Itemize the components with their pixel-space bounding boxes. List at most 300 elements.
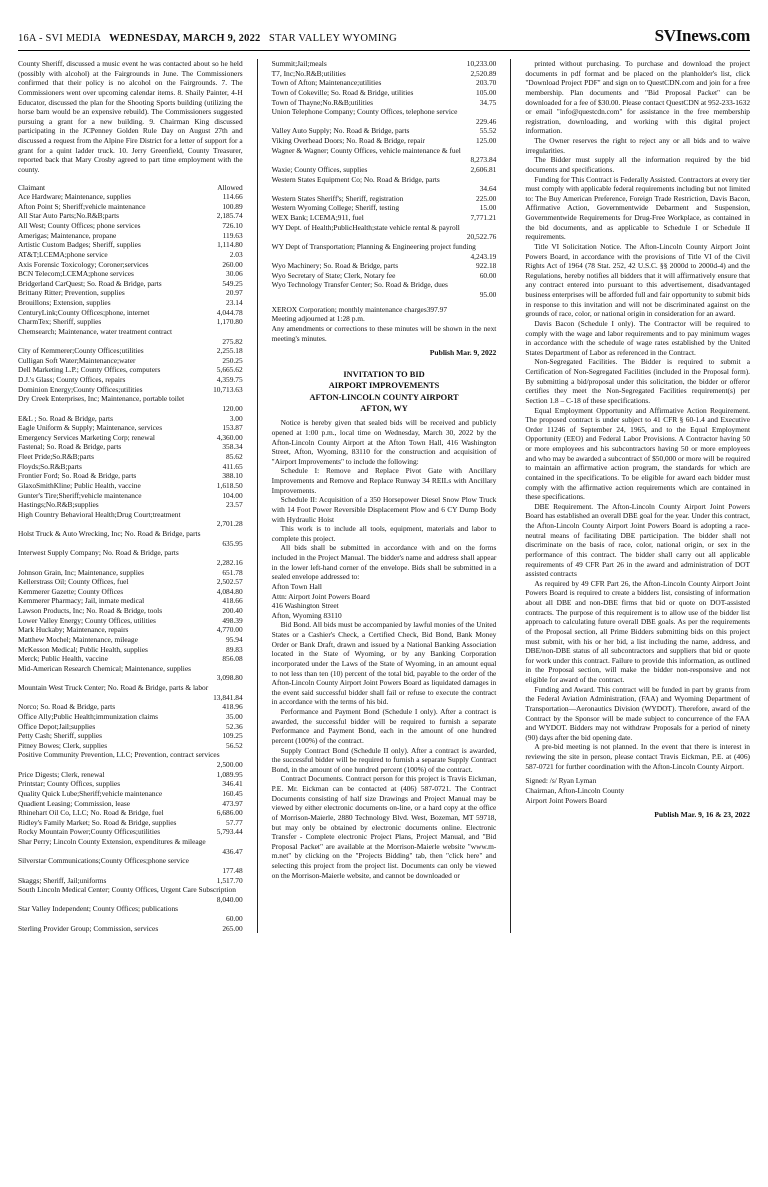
claim-name: Kellerstrass Oil; County Offices, fuel bbox=[18, 577, 129, 587]
claim-row bbox=[272, 271, 497, 281]
adjourn-line: Meeting adjourned at 1:28 p.m. bbox=[271, 314, 365, 324]
claim-row bbox=[18, 529, 243, 548]
claim-amount: 4,360.00 bbox=[216, 432, 243, 442]
claim-row bbox=[18, 346, 243, 356]
claim-row bbox=[272, 213, 497, 223]
claim-row bbox=[18, 240, 243, 250]
claim-name: Valley Auto Supply; No. Road & Bridge, parts bbox=[271, 126, 410, 136]
claim-row bbox=[18, 837, 243, 856]
claim-name: Lower Valley Energy; County Offices, utilities bbox=[18, 615, 156, 625]
claim-amount: 200.40 bbox=[222, 606, 243, 615]
claim-amount: 922.18 bbox=[476, 261, 497, 271]
column-3 bbox=[525, 59, 750, 933]
website-url[interactable]: SVInews.com bbox=[654, 26, 750, 45]
claim-amount: 250.25 bbox=[222, 355, 243, 365]
claim-name: Wyo Secretary of State; Clerk, Notary fee bbox=[271, 270, 396, 280]
claim-row bbox=[18, 385, 243, 395]
claims-list-header bbox=[18, 183, 243, 193]
claim-name: Matthew Mochel; Maintenance, mileage bbox=[18, 634, 138, 644]
claim-name: WY Dept. of Health;PublicHealth;state vehicle rental & payroll bbox=[271, 222, 460, 232]
claim-row bbox=[272, 59, 497, 69]
claim-row bbox=[18, 260, 243, 270]
claim-name: Wyo Machinery; So. Road & Bridge, parts bbox=[271, 261, 399, 271]
notice-paragraph: Attn: Airport Joint Powers Board bbox=[271, 591, 370, 601]
claim-amount: 34.75 bbox=[479, 97, 497, 107]
notice-paragraph: A pre-bid meeting is not planned. In the event that there is interest in reviewing the site in person, please contact Travis Eickman, P.E. at (406) 587-0721 for further coordination with the Afton-Lincoln County Airport. bbox=[525, 742, 751, 771]
claim-row bbox=[18, 645, 243, 655]
claim-amount: 498.39 bbox=[222, 615, 243, 625]
claim-amount: 635.95 bbox=[222, 538, 243, 548]
claim-row bbox=[18, 298, 243, 308]
claim-row bbox=[272, 280, 497, 299]
claim-row bbox=[18, 423, 243, 433]
claim-row bbox=[18, 462, 243, 472]
invitation-body-2 bbox=[272, 418, 497, 880]
notice-title-line-2: AIRPORT IMPROVEMENTS bbox=[328, 381, 440, 391]
claim-name: Mid-American Research Chemical; Maintenance, supplies bbox=[18, 663, 192, 673]
claim-row bbox=[18, 192, 243, 202]
claim-amount: 120.00 bbox=[222, 403, 243, 413]
claim-row bbox=[18, 568, 243, 578]
claim-name: Fleet Pride;So.R&B;parts bbox=[18, 452, 94, 461]
claim-amount: 8,040.00 bbox=[216, 894, 243, 904]
publication-name: SVI MEDIA bbox=[45, 33, 101, 44]
claim-name: Western States Equipment Co; No. Road & Bridge, parts bbox=[271, 174, 440, 184]
claim-amount: 229.46 bbox=[476, 116, 497, 126]
claim-name: E&L ; So. Road & Bridge, parts bbox=[18, 413, 113, 423]
claim-name: BCN Telecom;LCEMA;phone services bbox=[18, 269, 134, 279]
claim-amount: 2,185.74 bbox=[216, 211, 243, 221]
notice-paragraph: Schedule II: Acquisition of a 350 Horsepower Diesel Snow Plow Truck with 14 Foot Power Reversible Displacement Plow and 6 CY Dump Body with Hydraulic Hoist bbox=[271, 495, 497, 524]
claim-row bbox=[18, 317, 243, 327]
paper-region: STAR VALLEY WYOMING bbox=[268, 33, 397, 44]
claim-amount: 23.14 bbox=[226, 298, 243, 307]
notice-paragraph: The Owner reserves the right to reject any or all bids and to waive irregularities. bbox=[525, 136, 751, 155]
notice-paragraph: As required by 49 CFR Part 26, the Afton-Lincoln County Airport Joint Powers Board is required to create a bidders list, consisting of information about all DBE and non-DBE firms that bid or quote on DOT-assisted contracts. The purpose of this requirement is to allow use of the bidder list approach to calculating future overall DBE goals. As per the requirements of the Proposal section, all Prime Bidders submitting bids on this project must submit, with his or her bid, a list including the name, address, and DBE/non-DBE status of all subcontractors and suppliers that bid or quote for work under this contract. Failure to provide this information, as outlined in the Proposal section, will make the bidder non-responsive and not eligible for award of the contract. bbox=[525, 578, 751, 684]
notice-paragraph: Funding for This Contract is Federally Assisted. Contractors at every tier must comply with applicable federal requirements including but not limited to: The Buy American Preference, Foreign Trade Restriction, Davis Bacon, Affirmative Action, Governmentwide Debarment and Suspension, Governmentwide Requirements for Drug-Free Workplace, as contained in the bid documents, and as applicable to Schedule I or Schedule II requirements. bbox=[525, 174, 751, 242]
claim-amount: 153.87 bbox=[222, 423, 243, 433]
claim-row bbox=[18, 433, 243, 443]
claim-amount: 1,517.70 bbox=[216, 875, 243, 885]
claim-name: Norco; So. Road & Bridge, parts bbox=[18, 702, 116, 712]
notice-paragraph: Funding and Award. This contract will be funded in part by grants from the Federal Aviation Administration, (FAA) and Wyoming Department of Transportation—Aeronautics Division (WYDOT). Therefore, award of the Contract by the Sponsor will be made subject to concurrence of the FAA and WYDOT. Bidders may not withdraw Proposals for a period of ninety (90) days after the bid opening date. bbox=[525, 684, 751, 742]
claim-name: Silverstar Communications;County Offices;phone service bbox=[18, 856, 189, 866]
claim-row bbox=[18, 414, 243, 424]
claim-amount: 3.00 bbox=[229, 413, 243, 423]
claim-amount: 114.66 bbox=[222, 192, 243, 202]
claim-row bbox=[18, 885, 243, 904]
claim-amount: 160.45 bbox=[222, 788, 243, 798]
claim-name: Wagner & Wagner; County Offices, vehicle maintenance & fuel bbox=[271, 145, 461, 155]
claim-name: Price Digests; Clerk, renewal bbox=[18, 769, 105, 779]
claim-row bbox=[18, 288, 243, 298]
amendments-line: Any amendments or corrections to these minutes will be shown in the next meeting's minutes. bbox=[271, 323, 497, 343]
claim-amount: 225.00 bbox=[476, 193, 497, 203]
claim-amount: 2,500.00 bbox=[216, 760, 243, 769]
column-divider-2 bbox=[510, 59, 511, 933]
masthead-space-1 bbox=[103, 33, 106, 44]
claim-amount: 8,273.84 bbox=[470, 155, 497, 165]
claim-row bbox=[18, 375, 243, 385]
claim-name: Mark Huckaby; Maintenance, repairs bbox=[18, 625, 129, 635]
claim-name: Culligan Soft Water;Maintenance;water bbox=[18, 355, 136, 365]
notice-paragraph: Davis Bacon (Schedule I only). The Contractor will be required to comply with the wage and labor requirements and to pay minimum wages in accordance with the schedule of wage rates established by the United States Department of Labor as referenced in the Contract. bbox=[525, 318, 751, 357]
claims-list-2 bbox=[272, 59, 497, 300]
claim-amount: 35.00 bbox=[226, 711, 243, 721]
claim-row bbox=[18, 308, 243, 318]
claim-row bbox=[18, 683, 243, 702]
claim-name: Gunter's Tire;Sheriff;vehicle maintenance bbox=[18, 490, 142, 500]
claim-name: Merck; Public Health, vaccine bbox=[18, 654, 108, 664]
claim-row bbox=[272, 107, 497, 126]
issue-date: WEDNESDAY, MARCH 9, 2022 bbox=[109, 33, 261, 44]
claim-row bbox=[18, 491, 243, 501]
claim-amount: 2,282.16 bbox=[216, 557, 243, 567]
claim-name: Printstar; County Offices, supplies bbox=[18, 779, 121, 789]
claim-row bbox=[18, 510, 243, 529]
claim-name: Floyds;So.R&B;parts bbox=[18, 461, 82, 471]
notice-paragraph: Schedule I: Remove and Replace Pivot Gate with Ancillary Improvements and Remove and Replace Runway 34 REILs with Ancillary Improvements. bbox=[271, 466, 497, 495]
claim-amount: 549.25 bbox=[222, 278, 243, 288]
claim-name: Town of Cokeville; So. Road & Bridge, utilities bbox=[271, 87, 414, 97]
publish-notice-1: Publish Mar. 9, 2022 bbox=[429, 348, 497, 358]
claim-row bbox=[18, 202, 243, 212]
claim-name: Eagle Uniform & Supply; Maintenance, services bbox=[18, 423, 163, 433]
claim-name: Ace Hardware; Maintenance, supplies bbox=[18, 192, 131, 202]
claim-name: WEX Bank; LCEMA;911, fuel bbox=[271, 213, 364, 222]
publish-notice-2: Publish Mar. 9, 16 & 23, 2022 bbox=[654, 810, 751, 820]
claim-row bbox=[18, 279, 243, 289]
claim-row bbox=[272, 69, 497, 79]
claim-name: Town of Afton; Maintenance;utilities bbox=[271, 78, 382, 88]
claim-row bbox=[18, 712, 243, 722]
column-1 bbox=[18, 59, 243, 933]
claim-name: South Lincoln Medical Center; County Offices, Urgent Care Subscription bbox=[18, 885, 236, 895]
claim-name: WY Dept of Transportation; Planning & Engineering project funding bbox=[271, 241, 476, 251]
claim-amount: 358.34 bbox=[222, 442, 243, 452]
signature-line-3: Airport Joint Powers Board bbox=[525, 795, 607, 805]
claim-amount: 5,793.44 bbox=[216, 827, 243, 837]
claim-name: All Star Auto Parts;No.R&B;parts bbox=[18, 211, 120, 221]
signature-line-1: Signed: /s/ Ryan Lyman bbox=[525, 776, 597, 786]
claim-amount: 105.00 bbox=[476, 87, 497, 97]
claim-amount: 418.66 bbox=[222, 596, 243, 606]
claim-name: Bridgerland CarQuest; So. Road & Bridge, parts bbox=[18, 278, 162, 288]
claim-amount: 1,089.95 bbox=[216, 769, 243, 779]
claim-amount: 20,522.76 bbox=[466, 232, 497, 242]
claim-name: Western States Sheriff's; Sheriff, registration bbox=[271, 193, 404, 203]
claim-amount: 13,841.84 bbox=[213, 692, 243, 702]
claim-name: Union Telephone Company; County Offices, telephone service bbox=[271, 107, 458, 117]
xerox-line: XEROX Corporation; monthly maintenance charges397.97 bbox=[271, 304, 448, 314]
invitation-to-bid-title bbox=[272, 369, 497, 414]
notice-paragraph: Performance and Payment Bond (Schedule I only). After a contract is awarded, the successful bidder will be required to furnish a separate Performance and Payment Bond, each in the amount of one hundred percent (100%) of the contract. bbox=[271, 707, 497, 745]
claim-row bbox=[18, 904, 243, 923]
invitation-body-3 bbox=[525, 59, 750, 771]
claim-row bbox=[18, 356, 243, 366]
claim-amount: 2.03 bbox=[229, 249, 243, 259]
notice-paragraph: Notice is hereby given that sealed bids will be received and publicly opened at 1:00 p.m., local time on Wednesday, March 30, 2022 by the Afton-Lincoln County Airport at the Afton Town Hall, 416 Washington Street, Afton, Wyoming, 83110 for the construction and acquisition of "Airport Improvements" to include the following: bbox=[271, 418, 497, 466]
claim-name: Dry Creek Enterprises, Inc; Maintenance, portable toilet bbox=[18, 394, 185, 404]
claim-row bbox=[272, 78, 497, 88]
claims-header-claimant: Claimant bbox=[18, 182, 46, 192]
claim-row bbox=[18, 856, 243, 875]
claim-amount: 55.52 bbox=[479, 126, 497, 136]
claim-name: Rocky Mountain Power;County Offices;utilities bbox=[18, 827, 161, 837]
claim-amount: 34.64 bbox=[479, 184, 497, 194]
claim-row bbox=[272, 98, 497, 108]
claim-amount: 203.70 bbox=[476, 78, 497, 88]
claim-name: Pitney Bowes; Clerk, supplies bbox=[18, 740, 108, 750]
claim-name: Interwest Supply Company; No. Road & Bridge, parts bbox=[18, 548, 179, 558]
claim-amount: 473.97 bbox=[222, 798, 243, 808]
claim-row bbox=[18, 596, 243, 606]
claim-name: Star Valley Independent; County Offices; publications bbox=[18, 904, 179, 914]
claim-row bbox=[18, 818, 243, 828]
claim-amount: 89.83 bbox=[226, 644, 243, 654]
masthead-space-2 bbox=[263, 33, 266, 44]
claim-amount: 856.08 bbox=[222, 654, 243, 664]
claim-amount: 726.10 bbox=[222, 221, 243, 230]
claim-row bbox=[272, 165, 497, 175]
claim-name: CenturyLink;County Offices;phone, internet bbox=[18, 307, 150, 317]
claim-name: Petty Cash; Sheriff, supplies bbox=[18, 731, 103, 741]
notice-title-line-3: AFTON-LINCOLN COUNTY AIRPORT bbox=[309, 392, 459, 402]
claim-row bbox=[18, 577, 243, 587]
claim-row bbox=[18, 770, 243, 780]
notice-paragraph: Afton, Wyoming 83110 bbox=[271, 610, 342, 620]
claim-name: Axis Forensic Toxicology; Coroner;services bbox=[18, 259, 149, 269]
claim-name: Waxie; County Offices, supplies bbox=[271, 164, 368, 174]
notice-paragraph: DBE Requirement. The Afton-Lincoln County Airport Joint Powers Board has established an overall DBE goal for the year. Under this contract, the Afton-Lincoln County Airport Joint Powers Board is adopting a race-neutral means of facilitating DBE participation. The bidder shall not discriminate on the basis of race, color, national origin, or sex in the performance of this contract. The bidder shall carry out all applicable requirements of 49 CFR Part 26 in the award and administration of DOT assisted contracts bbox=[525, 501, 751, 579]
notice-title-line-1: INVITATION TO BID bbox=[343, 369, 425, 379]
claim-amount: 109.25 bbox=[222, 731, 243, 741]
notice-paragraph: The Bidder must supply all the information required by the bid documents and specifications. bbox=[525, 155, 751, 174]
claim-amount: 85.62 bbox=[226, 452, 243, 461]
notice-title-line-4: AFTON, WY bbox=[360, 404, 408, 414]
notice-paragraph: This work is to include all tools, equipment, materials and labor to complete this project. bbox=[271, 524, 497, 543]
claim-amount: 1,170.80 bbox=[216, 317, 243, 327]
masthead-left bbox=[18, 33, 397, 44]
claim-name: Shar Perry; Lincoln County Extension, expenditures & mileage bbox=[18, 837, 206, 846]
claim-amount: 95.94 bbox=[226, 634, 243, 644]
claim-row bbox=[18, 876, 243, 886]
notice-paragraph: 416 Washington Street bbox=[271, 601, 339, 611]
page-number: 16A bbox=[18, 33, 37, 44]
claim-name: Office Ally;Public Health;immunization claims bbox=[18, 711, 159, 721]
claim-row bbox=[18, 827, 243, 837]
claim-amount: 6,686.00 bbox=[216, 808, 243, 818]
claim-row bbox=[18, 587, 243, 597]
claim-row bbox=[272, 242, 497, 261]
claim-amount: 1,114.80 bbox=[217, 240, 243, 250]
notice-paragraph: Afton Town Hall bbox=[271, 581, 322, 591]
claim-row bbox=[272, 175, 497, 194]
claim-row bbox=[272, 261, 497, 271]
claim-row bbox=[272, 136, 497, 146]
claim-name: Rhinehart Oil Co, LLC; No. Road & Bridge, fuel bbox=[18, 808, 164, 818]
claim-name: Kemmerer Pharmacy; Jail, inmate medical bbox=[18, 596, 145, 606]
claim-name: Summit;Jail;meals bbox=[271, 59, 327, 68]
claim-name: T7, Inc;No.R&B;utilities bbox=[271, 68, 346, 78]
notice-paragraph: Supply Contract Bond (Schedule II only). After a contract is awarded, the successful bidder will be required to furnish a separate Supply Contract Bond, in the amount of one hundred percent (100%) of the contract. bbox=[271, 745, 497, 774]
claim-amount: 411.65 bbox=[222, 461, 243, 471]
claim-row bbox=[18, 799, 243, 809]
claim-amount: 4,359.75 bbox=[216, 375, 243, 384]
claim-amount: 10,233.00 bbox=[466, 59, 497, 68]
claim-row bbox=[18, 231, 243, 241]
claim-name: Emergency Services Marketing Corp; renewal bbox=[18, 432, 155, 442]
claim-name: Ridley's Family Market; So. Road & Bridge, supplies bbox=[18, 817, 177, 827]
claim-amount: 15.00 bbox=[479, 203, 497, 213]
claim-row bbox=[18, 481, 243, 491]
claim-name: AT&T;LCEMA;phone service bbox=[18, 249, 108, 259]
claim-row bbox=[18, 211, 243, 221]
claim-amount: 23.57 bbox=[226, 500, 243, 510]
claim-name: Western Wyoming College; Sheriff, testing bbox=[271, 203, 400, 213]
claim-amount: 4,084.80 bbox=[216, 586, 243, 596]
claim-row bbox=[18, 250, 243, 260]
claim-row bbox=[18, 635, 243, 645]
claim-row bbox=[18, 702, 243, 712]
claim-row bbox=[18, 452, 243, 462]
claim-amount: 57.77 bbox=[226, 817, 243, 827]
claim-row bbox=[18, 394, 243, 413]
claim-amount: 2,701.28 bbox=[216, 519, 243, 529]
claim-amount: 3,098.80 bbox=[216, 673, 243, 683]
claim-amount: 275.82 bbox=[222, 336, 243, 346]
claim-name: Fastenal; So. Road & Bridge, parts bbox=[18, 442, 122, 452]
claim-row bbox=[18, 924, 243, 934]
claim-amount: 10,713.63 bbox=[213, 384, 243, 394]
claim-row bbox=[18, 722, 243, 732]
claim-row bbox=[18, 625, 243, 635]
claims-list-1 bbox=[18, 192, 243, 933]
claim-row bbox=[18, 616, 243, 626]
claim-amount: 436.47 bbox=[222, 846, 243, 856]
notice-paragraph: Title VI Solicitation Notice. The Afton-Lincoln County Airport Joint Powers Board, in accordance with the provisions of Title VI of the Civil Rights Act of 1964 (78 Stat. 252, 42 U.S.C. §§ 2000d to 2000d-4) and the Regulations, hereby notifies all bidders that it will affirmatively ensure that any contract entered into pursuant to this advertisement, disadvantaged business enterprises will be afforded full and fair opportunity to submit bids in response to this invitation and will not be discriminated against on the grounds of race, color, or national origin in consideration for an award. bbox=[525, 241, 751, 319]
claim-name: Sterling Provider Group; Commission, services bbox=[18, 923, 159, 933]
claim-amount: 265.00 bbox=[222, 923, 243, 933]
claim-amount: 20.97 bbox=[226, 288, 243, 298]
claim-amount: 119.63 bbox=[222, 230, 243, 240]
claim-amount: 5,665.62 bbox=[216, 365, 243, 375]
claim-row bbox=[18, 779, 243, 789]
masthead-separator-1: - bbox=[38, 33, 46, 44]
notice-paragraph: Contract Documents. Contract person for this project is Travis Eickman, P.E. Mr. Eickman can be contacted at (406) 587-0721. The Contract Documents consisting of half size Drawings and Project Manual may be viewed by either electronic documents on-line, or a hard copy at the office of Morrison-Maierle, 2880 Technology Blvd. West, Bozeman, MT 59718, but may only be obtained by electronic documents online. Electronic Transfer - Complete electronic Project Plans, Project Manual, and "Bid Proposal Packet" are available at the Morrison-Maierle website "www.m-m.net" by clicking on the "Projects Bidding" tab, then "click here" and selecting this project from the project list. Documents can only be viewed on the Morrison-Maierle website, and cannot be downloaded or bbox=[271, 774, 497, 880]
claim-row bbox=[18, 808, 243, 818]
claim-amount: 7,771.21 bbox=[470, 213, 497, 222]
claim-name: Quadient Leasing; Commission, lease bbox=[18, 798, 131, 808]
column-divider-1 bbox=[257, 59, 258, 933]
claim-name: Brouillons; Extension, supplies bbox=[18, 298, 111, 307]
claim-name: D.J.'s Glass; County Offices, repairs bbox=[18, 375, 126, 384]
claim-name: High Country Behavioral Health;Drug Court;treatment bbox=[18, 509, 181, 519]
claim-row bbox=[18, 548, 243, 567]
notice-paragraph: printed without purchasing. To purchase and download the project documents in pdf format and be placed on the planholder's list, click "Download Project PDF" and sign on to QuestCDN.com and join for a free membership. Plan documents and "Bid Proposal Packet" can be downloaded for a fee of $30.00. Please contact QuestCDN at 952-233-1632 or email "info@questcdn.com" for assistance in the free membership registration, downloading, and working with this digital project information. bbox=[525, 59, 751, 136]
column-2 bbox=[272, 59, 497, 933]
claim-name: City of Kemmerer;County Offices;utilities bbox=[18, 346, 144, 356]
claim-amount: 52.36 bbox=[226, 721, 243, 731]
claim-name: Office Depot;Jail;supplies bbox=[18, 721, 96, 731]
claim-name: Skaggs; Sheriff, Jail;uniforms bbox=[18, 875, 107, 885]
claim-amount: 60.00 bbox=[226, 914, 243, 923]
claim-name: All West; County Offices; phone services bbox=[18, 221, 141, 230]
signature-line-2: Chairman, Afton-Lincoln County bbox=[525, 785, 625, 795]
claim-row bbox=[18, 789, 243, 799]
claim-amount: 2,606.81 bbox=[470, 164, 497, 174]
claim-row bbox=[272, 146, 497, 165]
claim-amount: 4,044.78 bbox=[216, 307, 243, 317]
claim-amount: 2,520.89 bbox=[470, 68, 497, 78]
claim-amount: 4,770.00 bbox=[216, 625, 243, 635]
claim-name: Afton Point S; Sheriff;vehicle maintenance bbox=[18, 201, 146, 211]
claim-row bbox=[18, 664, 243, 683]
claim-amount: 4,243.19 bbox=[470, 251, 497, 261]
claim-name: Positive Community Prevention, LLC; Prevention, contract services bbox=[18, 750, 220, 760]
claim-name: Kemmerer Gazette; County Offices bbox=[18, 586, 124, 596]
claim-row bbox=[272, 126, 497, 136]
notice-paragraph: All bids shall be submitted in accordance with and on the forms included in the Project Manual. The bidder's name and address shall appear in the lower left-hand corner of the envelope. Bids shall be submitted in a sealed envelope addressed to: bbox=[271, 543, 497, 582]
claim-row bbox=[18, 750, 243, 769]
claim-name: Wyo Technology Transfer Center; So. Road & Bridge, dues bbox=[271, 280, 448, 290]
claim-amount: 30.06 bbox=[226, 269, 243, 279]
masthead bbox=[18, 26, 750, 51]
claim-name: Lawson Products, Inc; No. Road & Bridge, tools bbox=[18, 606, 163, 615]
claim-amount: 651.78 bbox=[222, 567, 243, 577]
claim-amount: 2,255.18 bbox=[216, 346, 243, 356]
claim-amount: 100.89 bbox=[222, 201, 243, 211]
signature-block bbox=[525, 776, 750, 805]
claim-amount: 60.00 bbox=[479, 270, 497, 280]
notice-paragraph: Bid Bond. All bids must be accompanied by lawful monies of the United States or a Cashier's Check, a Certified Check, Bid Bond, Bank Money Order or Bank Draft, drawn and issued by a National Banking Association located in the State of Wyoming, or by any Banking Corporation incorporated under the Laws of the State of Wyoming, in an amount equal to not less than ten (10) percent of the total bid, payable to the order of the Afton-Lincoln County Airport Joint Powers Board as liquidated damages in the event said successful bidder shall fail or refuse to execute the contract in accordance with the terms of his bid. bbox=[271, 620, 497, 707]
claim-row bbox=[18, 365, 243, 375]
claim-amount: 418.96 bbox=[222, 702, 243, 712]
claim-row bbox=[272, 88, 497, 98]
claim-amount: 56.52 bbox=[226, 740, 243, 750]
minutes-intro-paragraph: County Sheriff, discussed a music event he was contacted about so he held (possibly with alcohol) at the Fairgrounds in June. The Commissioners confirmed that their policy is no alcohol on the Fairgrounds. 7. The Commissioners went over upcoming calendar items. 8. Shaily Painter, 4-H Educator, discussed the plan for the Shooting Sports building (utilizing the horse barn would be an expensive rebuild). The Commissioners suggested pursuing a grant for a new building. 9. Chairman King discussed participating in the JCPenney Golden Rule Day on August 27th and discussed a request from the Alpine Fire District for a letter of support for a grant for a quint ladder truck. 10. Jerry Greenfield, County Treasurer, reported back that Mary Crosby agreed to part time employment with the county. bbox=[18, 59, 243, 174]
claim-name: Hastings;No.R&B;supplies bbox=[18, 500, 99, 510]
claim-row bbox=[272, 223, 497, 242]
claim-name: CharmTex; Sheriff, supplies bbox=[18, 317, 102, 327]
claim-amount: 2,502.57 bbox=[216, 577, 243, 587]
claim-name: Town of Thayne;No.R&B;utilities bbox=[271, 97, 374, 107]
claim-amount: 260.00 bbox=[222, 259, 243, 269]
claim-row bbox=[18, 654, 243, 664]
claim-row bbox=[18, 606, 243, 616]
claim-amount: 1,618.50 bbox=[216, 480, 243, 490]
claim-row bbox=[18, 442, 243, 452]
claim-name: GlaxoSmithKline; Public Health, vaccine bbox=[18, 480, 141, 490]
column-container bbox=[18, 59, 750, 933]
claim-amount: 95.00 bbox=[479, 290, 497, 299]
claim-row bbox=[18, 327, 243, 346]
claim-amount: 177.48 bbox=[222, 865, 243, 875]
claim-row bbox=[18, 221, 243, 231]
claim-amount: 346.41 bbox=[222, 779, 243, 789]
claim-name: McKesson Medical; Public Health, supplies bbox=[18, 644, 148, 654]
claim-name: Quality Quick Lube;Sheriff;vehicle maintenance bbox=[18, 788, 163, 798]
claim-name: Frontier Ford; So. Road & Bridge, parts bbox=[18, 471, 137, 481]
claim-row bbox=[272, 194, 497, 204]
claim-name: Dell Marketing L.P.; County Offices, computers bbox=[18, 365, 161, 375]
claim-row bbox=[18, 269, 243, 279]
claim-name: Dominion Energy;County Offices;utilities bbox=[18, 384, 143, 394]
claims-header-allowed: Allowed bbox=[217, 182, 243, 192]
claim-row bbox=[18, 731, 243, 741]
claim-name: Amerigas; Maintenance, propane bbox=[18, 230, 117, 240]
claim-row bbox=[18, 741, 243, 751]
